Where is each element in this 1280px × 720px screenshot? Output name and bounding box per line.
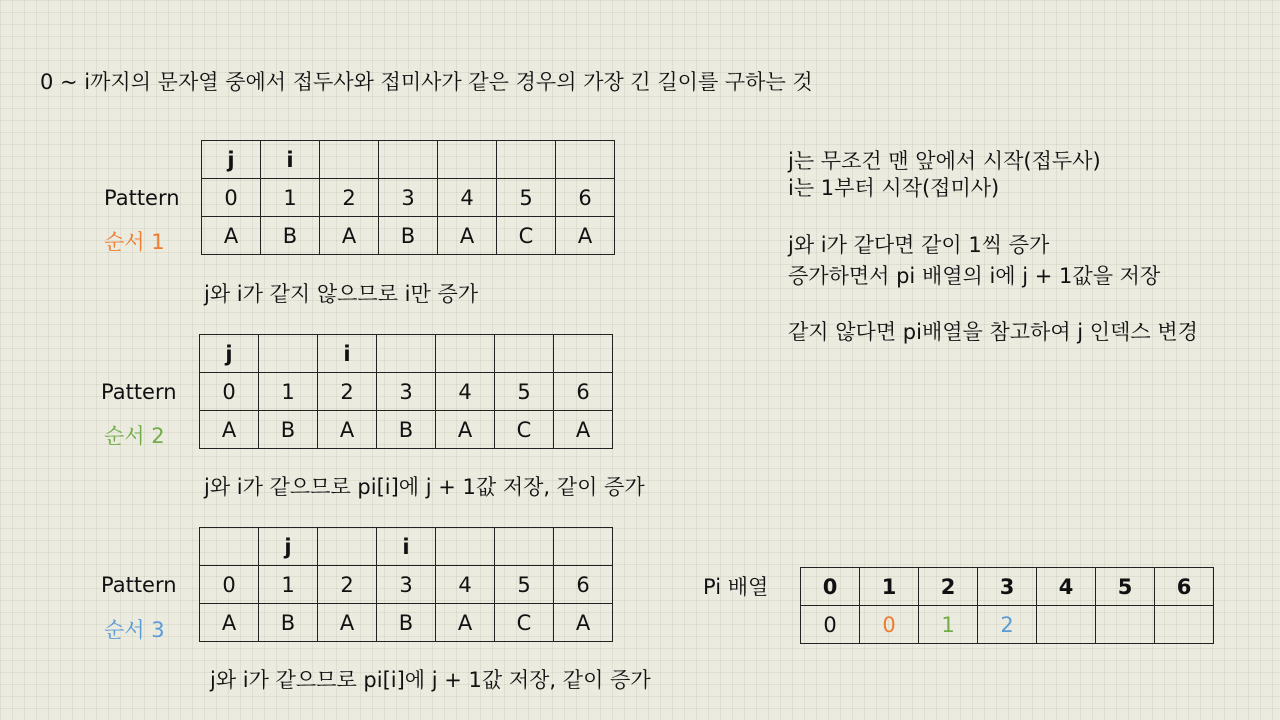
- pi-value-cell: [1096, 606, 1155, 644]
- step-2-label: 순서 2: [104, 424, 165, 448]
- pointer-cell: [379, 141, 438, 179]
- index-cell: 2: [320, 179, 379, 217]
- index-cell: 3: [377, 373, 436, 411]
- char-cell: C: [495, 411, 554, 449]
- pi-value-cell: [1037, 606, 1096, 644]
- step-1-label: 순서 1: [104, 230, 165, 254]
- char-cell: C: [495, 604, 554, 642]
- index-cell: 4: [438, 179, 497, 217]
- pi-index-cell: 5: [1096, 568, 1155, 606]
- index-cell: 5: [495, 566, 554, 604]
- char-cell: A: [320, 217, 379, 255]
- char-cell: A: [554, 604, 613, 642]
- index-cell: 4: [436, 373, 495, 411]
- pattern-label-2: Pattern: [101, 380, 177, 404]
- note-line: i는 1부터 시작(접미사): [788, 176, 1000, 200]
- pi-index-cell: 1: [860, 568, 919, 606]
- pattern-label-1: Pattern: [104, 186, 180, 210]
- char-cell: A: [200, 411, 259, 449]
- char-cell: A: [436, 411, 495, 449]
- index-cell: 5: [497, 179, 556, 217]
- pi-index-cell: 2: [919, 568, 978, 606]
- index-cell: 5: [495, 373, 554, 411]
- index-cell: 0: [200, 373, 259, 411]
- pointer-cell: [438, 141, 497, 179]
- char-cell: A: [556, 217, 615, 255]
- step-3-table: [199, 527, 613, 642]
- pi-array-table: [800, 567, 1214, 644]
- index-cell: 2: [318, 373, 377, 411]
- pointer-cell: i: [318, 335, 377, 373]
- pointer-cell: j: [259, 528, 318, 566]
- char-cell: B: [259, 604, 318, 642]
- char-cell: A: [438, 217, 497, 255]
- pi-value-cell: 0: [860, 606, 919, 644]
- pointer-cell: [436, 335, 495, 373]
- char-cell: A: [436, 604, 495, 642]
- char-cell: A: [202, 217, 261, 255]
- index-cell: 3: [379, 179, 438, 217]
- char-cell: A: [200, 604, 259, 642]
- char-cell: B: [261, 217, 320, 255]
- pointer-cell: [377, 335, 436, 373]
- step-3-label: 순서 3: [104, 618, 165, 642]
- pointer-cell: j: [202, 141, 261, 179]
- index-cell: 1: [261, 179, 320, 217]
- index-cell: 6: [554, 373, 613, 411]
- index-cell: 6: [554, 566, 613, 604]
- char-cell: A: [318, 604, 377, 642]
- pointer-cell: [436, 528, 495, 566]
- pointer-cell: [556, 141, 615, 179]
- char-cell: A: [554, 411, 613, 449]
- pi-value-cell: 1: [919, 606, 978, 644]
- pointer-cell: [495, 335, 554, 373]
- pointer-cell: i: [377, 528, 436, 566]
- pi-value-cell: [1155, 606, 1214, 644]
- index-cell: 4: [436, 566, 495, 604]
- index-cell: 6: [556, 179, 615, 217]
- step-1-caption: j와 i가 같지 않으므로 i만 증가: [204, 282, 479, 306]
- pointer-cell: j: [200, 335, 259, 373]
- pointer-cell: [259, 335, 318, 373]
- pi-index-cell: 6: [1155, 568, 1214, 606]
- pointer-cell: [320, 141, 379, 179]
- index-cell: 1: [259, 373, 318, 411]
- index-cell: 3: [377, 566, 436, 604]
- pointer-cell: [554, 528, 613, 566]
- pointer-cell: [554, 335, 613, 373]
- step-3-caption: j와 i가 같으므로 pi[i]에 j + 1값 저장, 같이 증가: [210, 668, 651, 692]
- note-line: 증가하면서 pi 배열의 i에 j + 1값을 저장: [788, 264, 1161, 288]
- index-cell: 2: [318, 566, 377, 604]
- pointer-cell: [200, 528, 259, 566]
- pi-index-cell: 3: [978, 568, 1037, 606]
- index-cell: 0: [200, 566, 259, 604]
- pi-value-cell: 2: [978, 606, 1037, 644]
- index-cell: 1: [259, 566, 318, 604]
- char-cell: B: [377, 604, 436, 642]
- page-title: 0 ~ i까지의 문자열 중에서 접두사와 접미사가 같은 경우의 가장 긴 길이를 구하는 것: [40, 70, 813, 94]
- char-cell: A: [318, 411, 377, 449]
- note-line: 같지 않다면 pi배열을 참고하여 j 인덱스 변경: [788, 320, 1198, 344]
- pattern-label-3: Pattern: [101, 573, 177, 597]
- pi-index-cell: 4: [1037, 568, 1096, 606]
- step-1-table: [201, 140, 615, 255]
- step-2-caption: j와 i가 같으므로 pi[i]에 j + 1값 저장, 같이 증가: [204, 475, 645, 499]
- pointer-cell: [495, 528, 554, 566]
- pointer-cell: [318, 528, 377, 566]
- pointer-cell: [497, 141, 556, 179]
- note-line: j와 i가 같다면 같이 1씩 증가: [788, 233, 1050, 257]
- pi-array-label: Pi 배열: [703, 575, 769, 599]
- pi-value-cell: 0: [801, 606, 860, 644]
- pointer-cell: i: [261, 141, 320, 179]
- char-cell: B: [259, 411, 318, 449]
- char-cell: C: [497, 217, 556, 255]
- char-cell: B: [379, 217, 438, 255]
- index-cell: 0: [202, 179, 261, 217]
- step-2-table: [199, 334, 613, 449]
- note-line: j는 무조건 맨 앞에서 시작(접두사): [788, 149, 1101, 173]
- char-cell: B: [377, 411, 436, 449]
- pi-index-cell: 0: [801, 568, 860, 606]
